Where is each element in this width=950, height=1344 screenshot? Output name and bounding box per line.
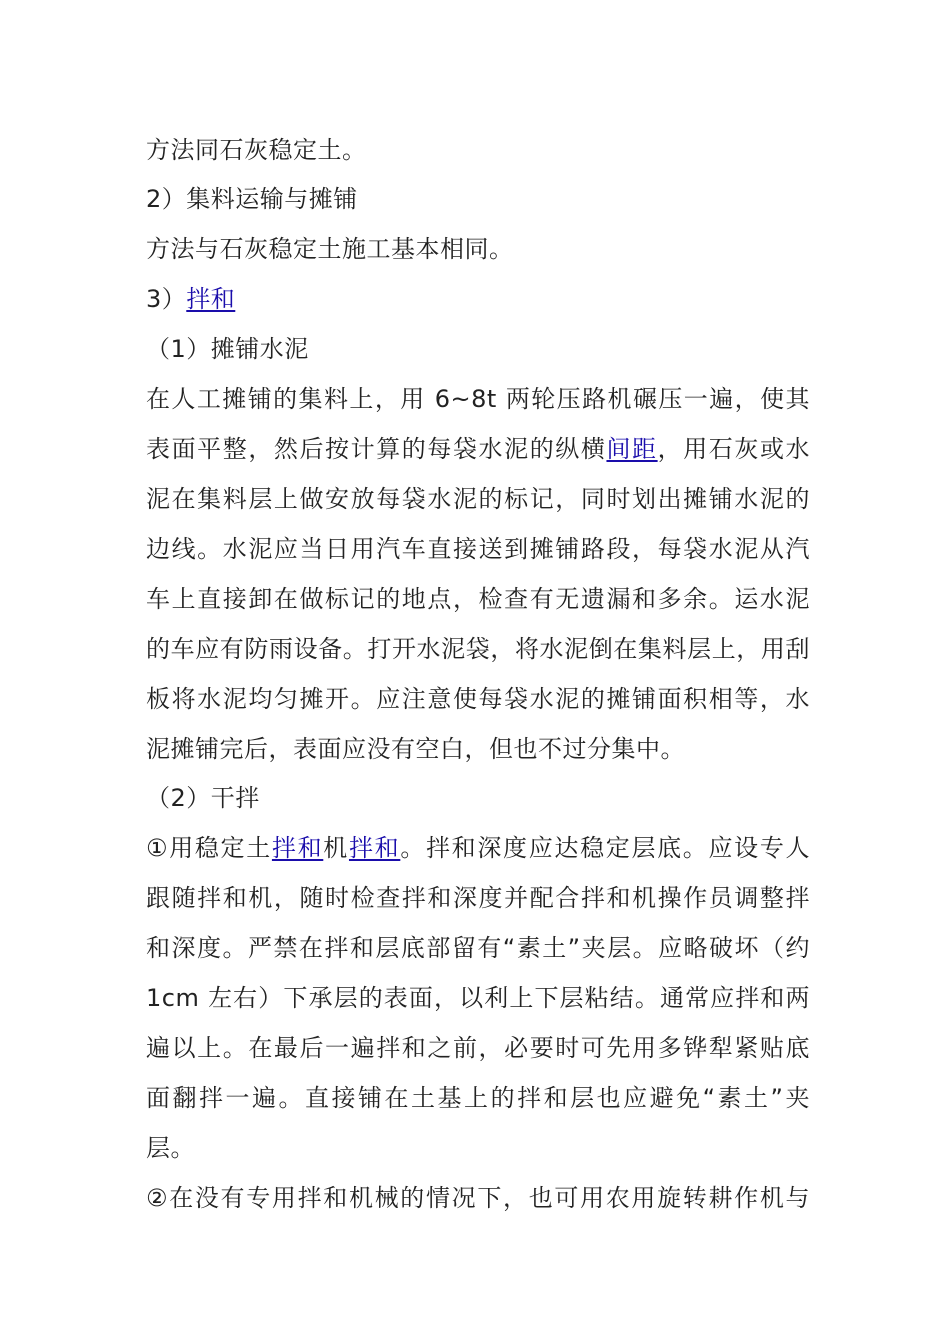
link-spacing[interactable]: 间距 — [606, 435, 658, 463]
dry-line-4: 1cm 左右）下承层的表面，以利上下层粘结。通常应拌和两 — [146, 984, 810, 1012]
link-mixing-2[interactable]: 拌和 — [348, 834, 401, 862]
spread-line-2-text-a: 表面平整，然后按计算的每袋水泥的纵横 — [146, 435, 607, 463]
dry-line-5: 遍以上。在最后一遍拌和之前，必要时可先用多铧犁紧贴底 — [146, 1034, 810, 1062]
spread-line-1: 在人工摊铺的集料上，用 6~8t 两轮压路机碾压一遍，使其 — [146, 385, 810, 413]
heading-dry-mix: （2）干拌 — [146, 784, 260, 812]
dry-line-1 — [146, 833, 810, 863]
spread-line-7: 板将水泥均匀摊开。应注意使每袋水泥的摊铺面积相等，水 — [146, 685, 810, 713]
dry-line-1-text-a: ①用稳定土 — [146, 834, 272, 862]
heading-spread-cement: （1）摊铺水泥 — [146, 335, 309, 363]
spread-line-4: 边线。水泥应当日用汽车直接送到摊铺路段，每袋水泥从汽 — [146, 535, 810, 563]
spread-line-3: 泥在集料层上做安放每袋水泥的标记，同时划出摊铺水泥的 — [146, 485, 810, 513]
spread-line-6: 的车应有防雨设备。打开水泥袋，将水泥倒在集料层上，用刮 — [146, 635, 810, 663]
dry-line-6: 面翻拌一遍。直接铺在土基上的拌和层也应避免“素土”夹 — [146, 1084, 810, 1112]
dry-line-1-text-c: 。拌和深度应达稳定层底。应设专人 — [400, 834, 811, 862]
link-mixing-machine[interactable]: 拌和 — [271, 834, 324, 862]
dry-line-3: 和深度。严禁在拌和层底部留有“素土”夹层。应略破坏（约 — [146, 934, 810, 962]
dry-line-2: 跟随拌和机，随时检查拌和深度并配合拌和机操作员调整拌 — [146, 884, 810, 912]
link-mixing[interactable]: 拌和 — [186, 285, 236, 313]
heading-mixing-number: 3） — [146, 285, 187, 313]
paragraph-method-same: 方法同石灰稳定土。 — [146, 136, 367, 164]
spread-line-2-text-b: ，用石灰或水 — [657, 435, 811, 463]
heading-mixing — [146, 284, 810, 314]
heading-aggregate-transport: 2）集料运输与摊铺 — [146, 185, 358, 213]
spread-line-5: 车上直接卸在做标记的地点，检查有无遗漏和多余。运水泥 — [146, 585, 810, 613]
dry-line-1-text-b: 机 — [323, 834, 349, 862]
spread-line-8: 泥摊铺完后，表面应没有空白，但也不过分集中。 — [146, 735, 685, 763]
paragraph-transport-method: 方法与石灰稳定土施工基本相同。 — [146, 235, 514, 263]
dry-line-8: ②在没有专用拌和机械的情况下，也可用农用旋转耕作机与 — [146, 1184, 810, 1212]
dry-line-7: 层。 — [146, 1134, 195, 1162]
spread-line-2 — [146, 434, 810, 464]
